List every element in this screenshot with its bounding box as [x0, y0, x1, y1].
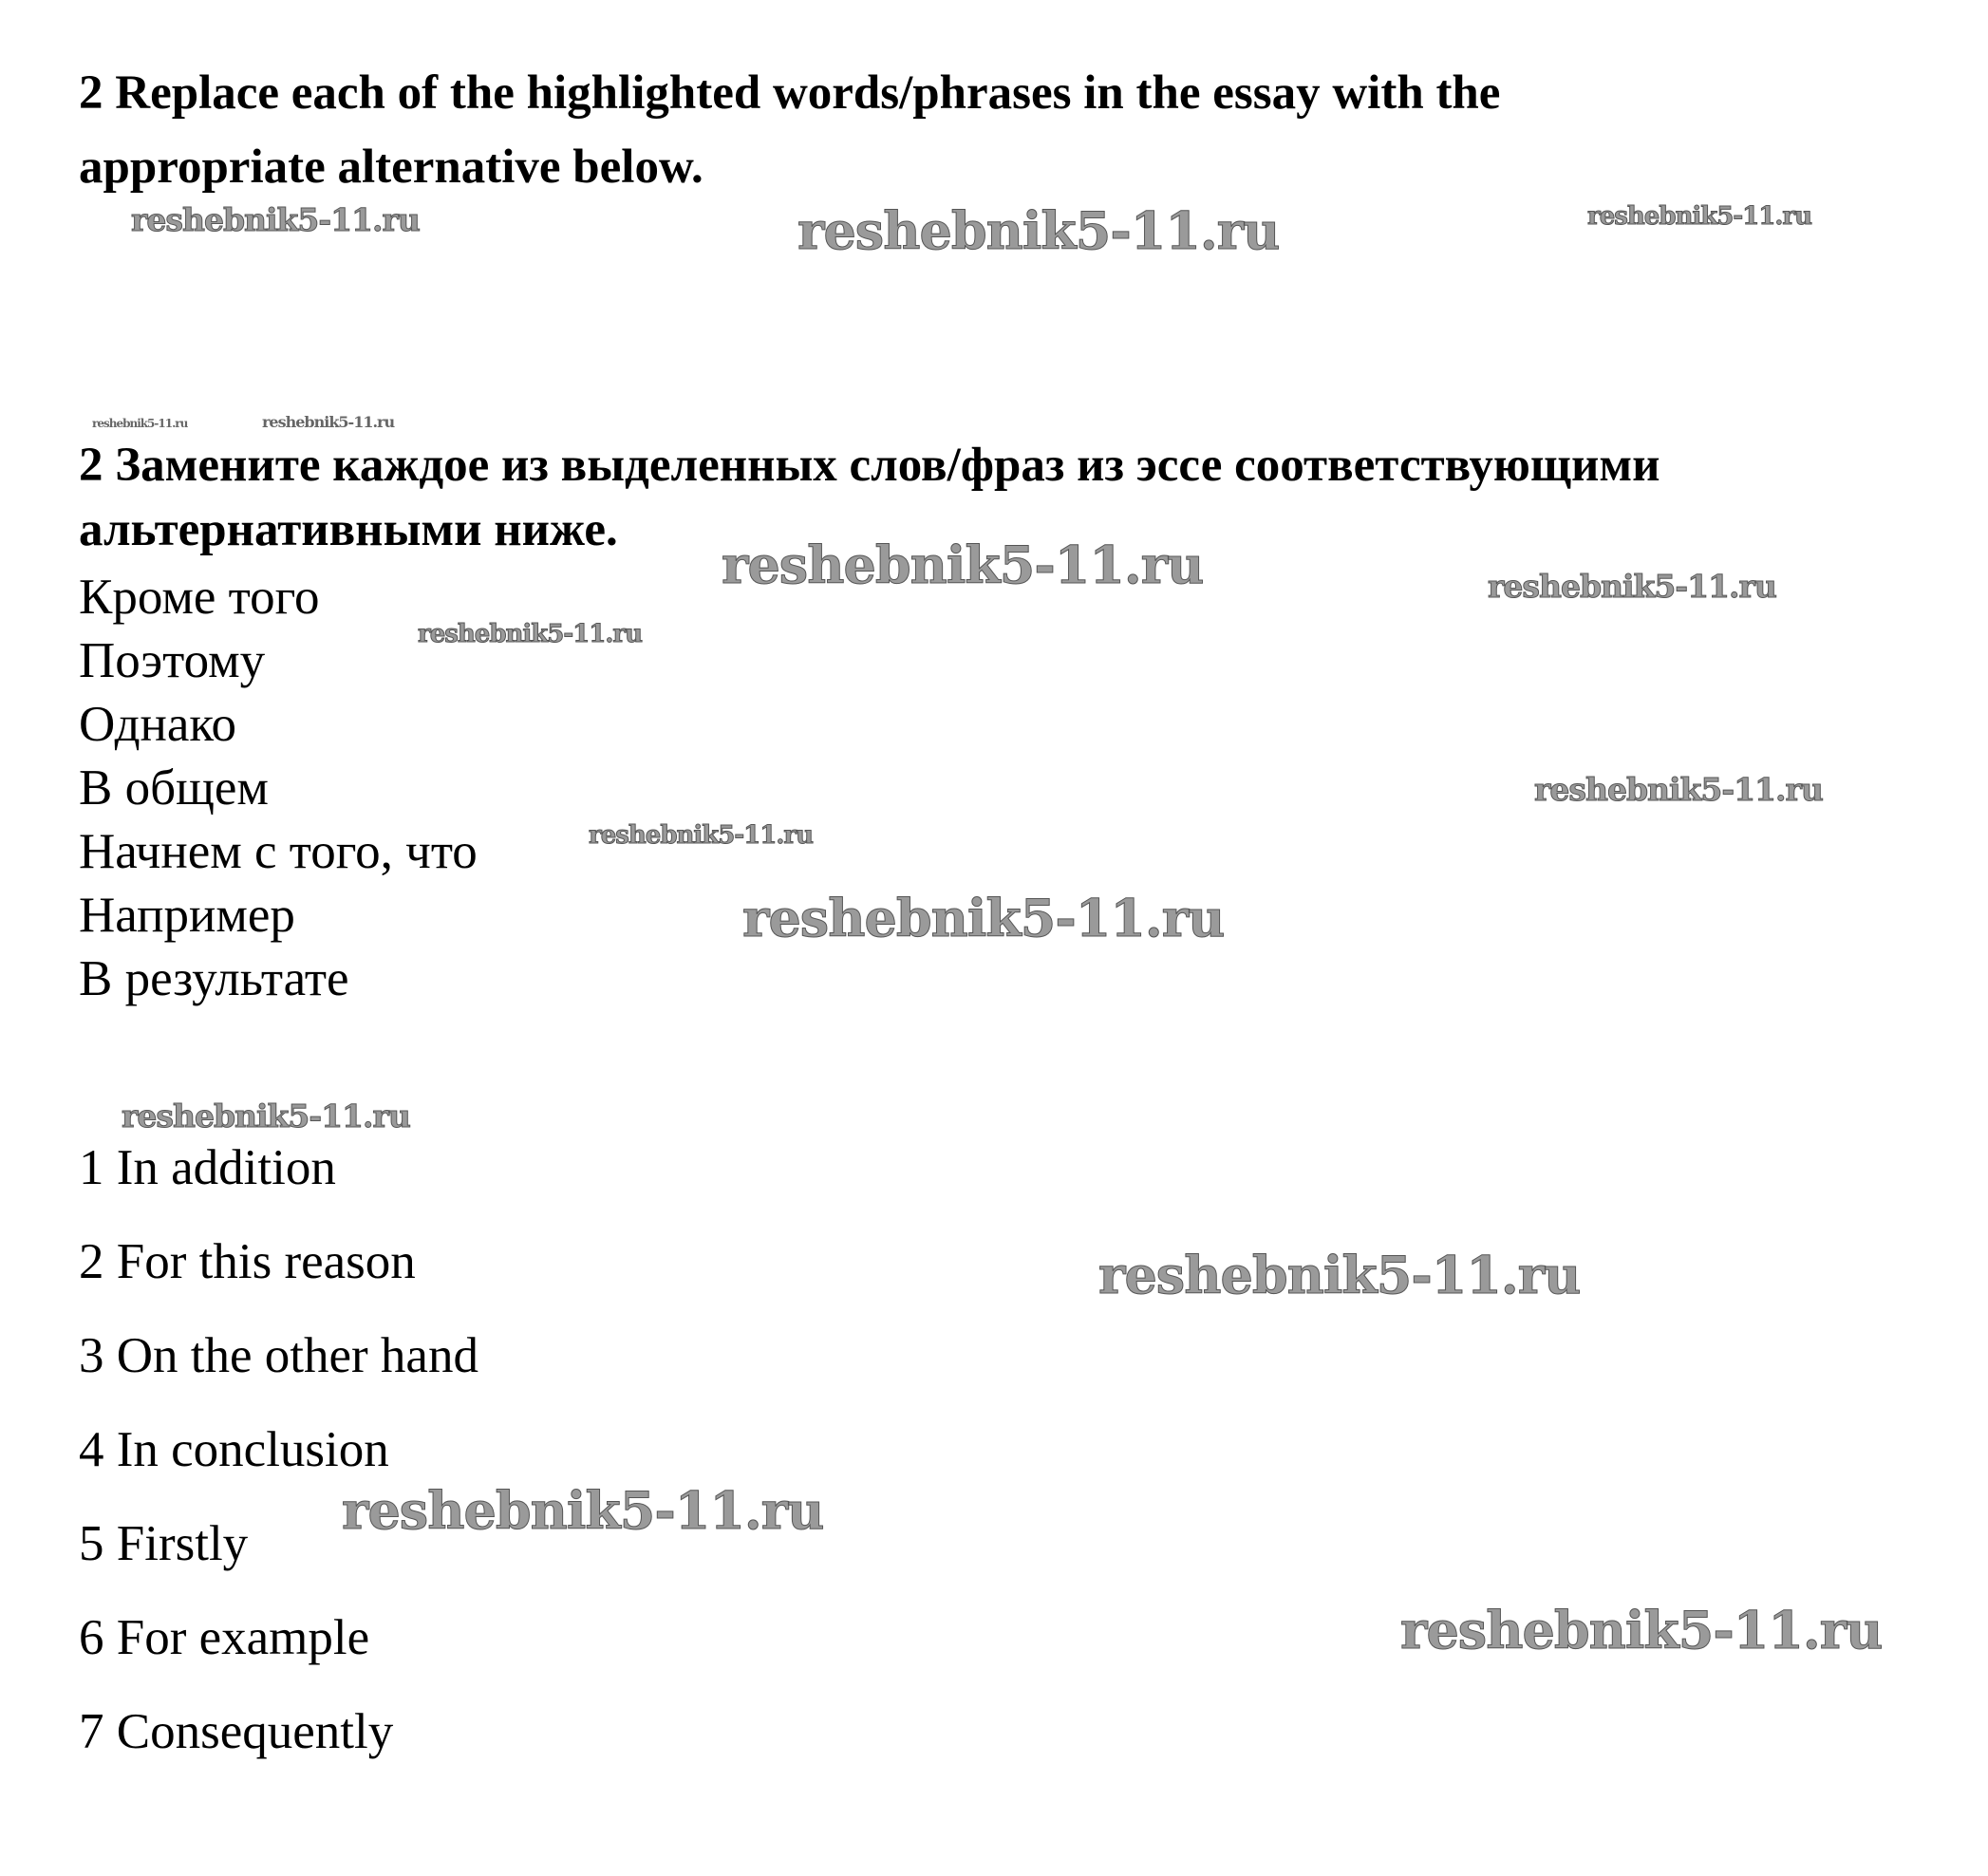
heading-ru-line1: 2 Замените каждое из выделенных слов/фраз из эссе соответствующими	[79, 439, 1660, 492]
watermark: reshebnik5-11.ru	[1098, 1245, 1581, 1305]
watermark: reshebnik5-11.ru	[262, 413, 395, 431]
watermark: reshebnik5-11.ru	[1587, 202, 1812, 231]
watermark: reshebnik5-11.ru	[1400, 1600, 1883, 1660]
heading-ru-line2: альтернативными ниже.	[79, 503, 618, 556]
watermark: reshebnik5-11.ru	[742, 888, 1225, 948]
heading-en-line1: 2 Replace each of the highlighted words/phrases in the essay with the	[79, 66, 1501, 120]
list-item: Например	[79, 888, 295, 943]
list-item: 2 For this reason	[79, 1234, 416, 1289]
watermark: reshebnik5-11.ru	[418, 620, 643, 648]
list-item: Поэтому	[79, 633, 266, 688]
list-item: Начнем с того, что	[79, 824, 478, 879]
list-item: 3 On the other hand	[79, 1328, 478, 1383]
watermark: reshebnik5-11.ru	[92, 417, 188, 430]
list-item: 7 Consequently	[79, 1704, 394, 1759]
watermark: reshebnik5-11.ru	[122, 1097, 410, 1135]
watermark: reshebnik5-11.ru	[131, 201, 420, 238]
list-item: 6 For example	[79, 1610, 370, 1665]
list-item: Кроме того	[79, 570, 320, 625]
list-item: Однако	[79, 697, 236, 752]
list-item: В общем	[79, 760, 269, 816]
watermark: reshebnik5-11.ru	[797, 200, 1280, 261]
list-item: 5 Firstly	[79, 1516, 249, 1571]
watermark: reshebnik5-11.ru	[1488, 568, 1776, 605]
list-item: 1 In addition	[79, 1140, 336, 1195]
list-item: В результате	[79, 951, 349, 1006]
heading-en-line2: appropriate alternative below.	[79, 141, 703, 194]
watermark: reshebnik5-11.ru	[722, 535, 1204, 595]
list-item: 4 In conclusion	[79, 1422, 389, 1477]
watermark: reshebnik5-11.ru	[589, 821, 814, 850]
watermark: reshebnik5-11.ru	[1534, 771, 1823, 808]
watermark: reshebnik5-11.ru	[342, 1480, 824, 1541]
